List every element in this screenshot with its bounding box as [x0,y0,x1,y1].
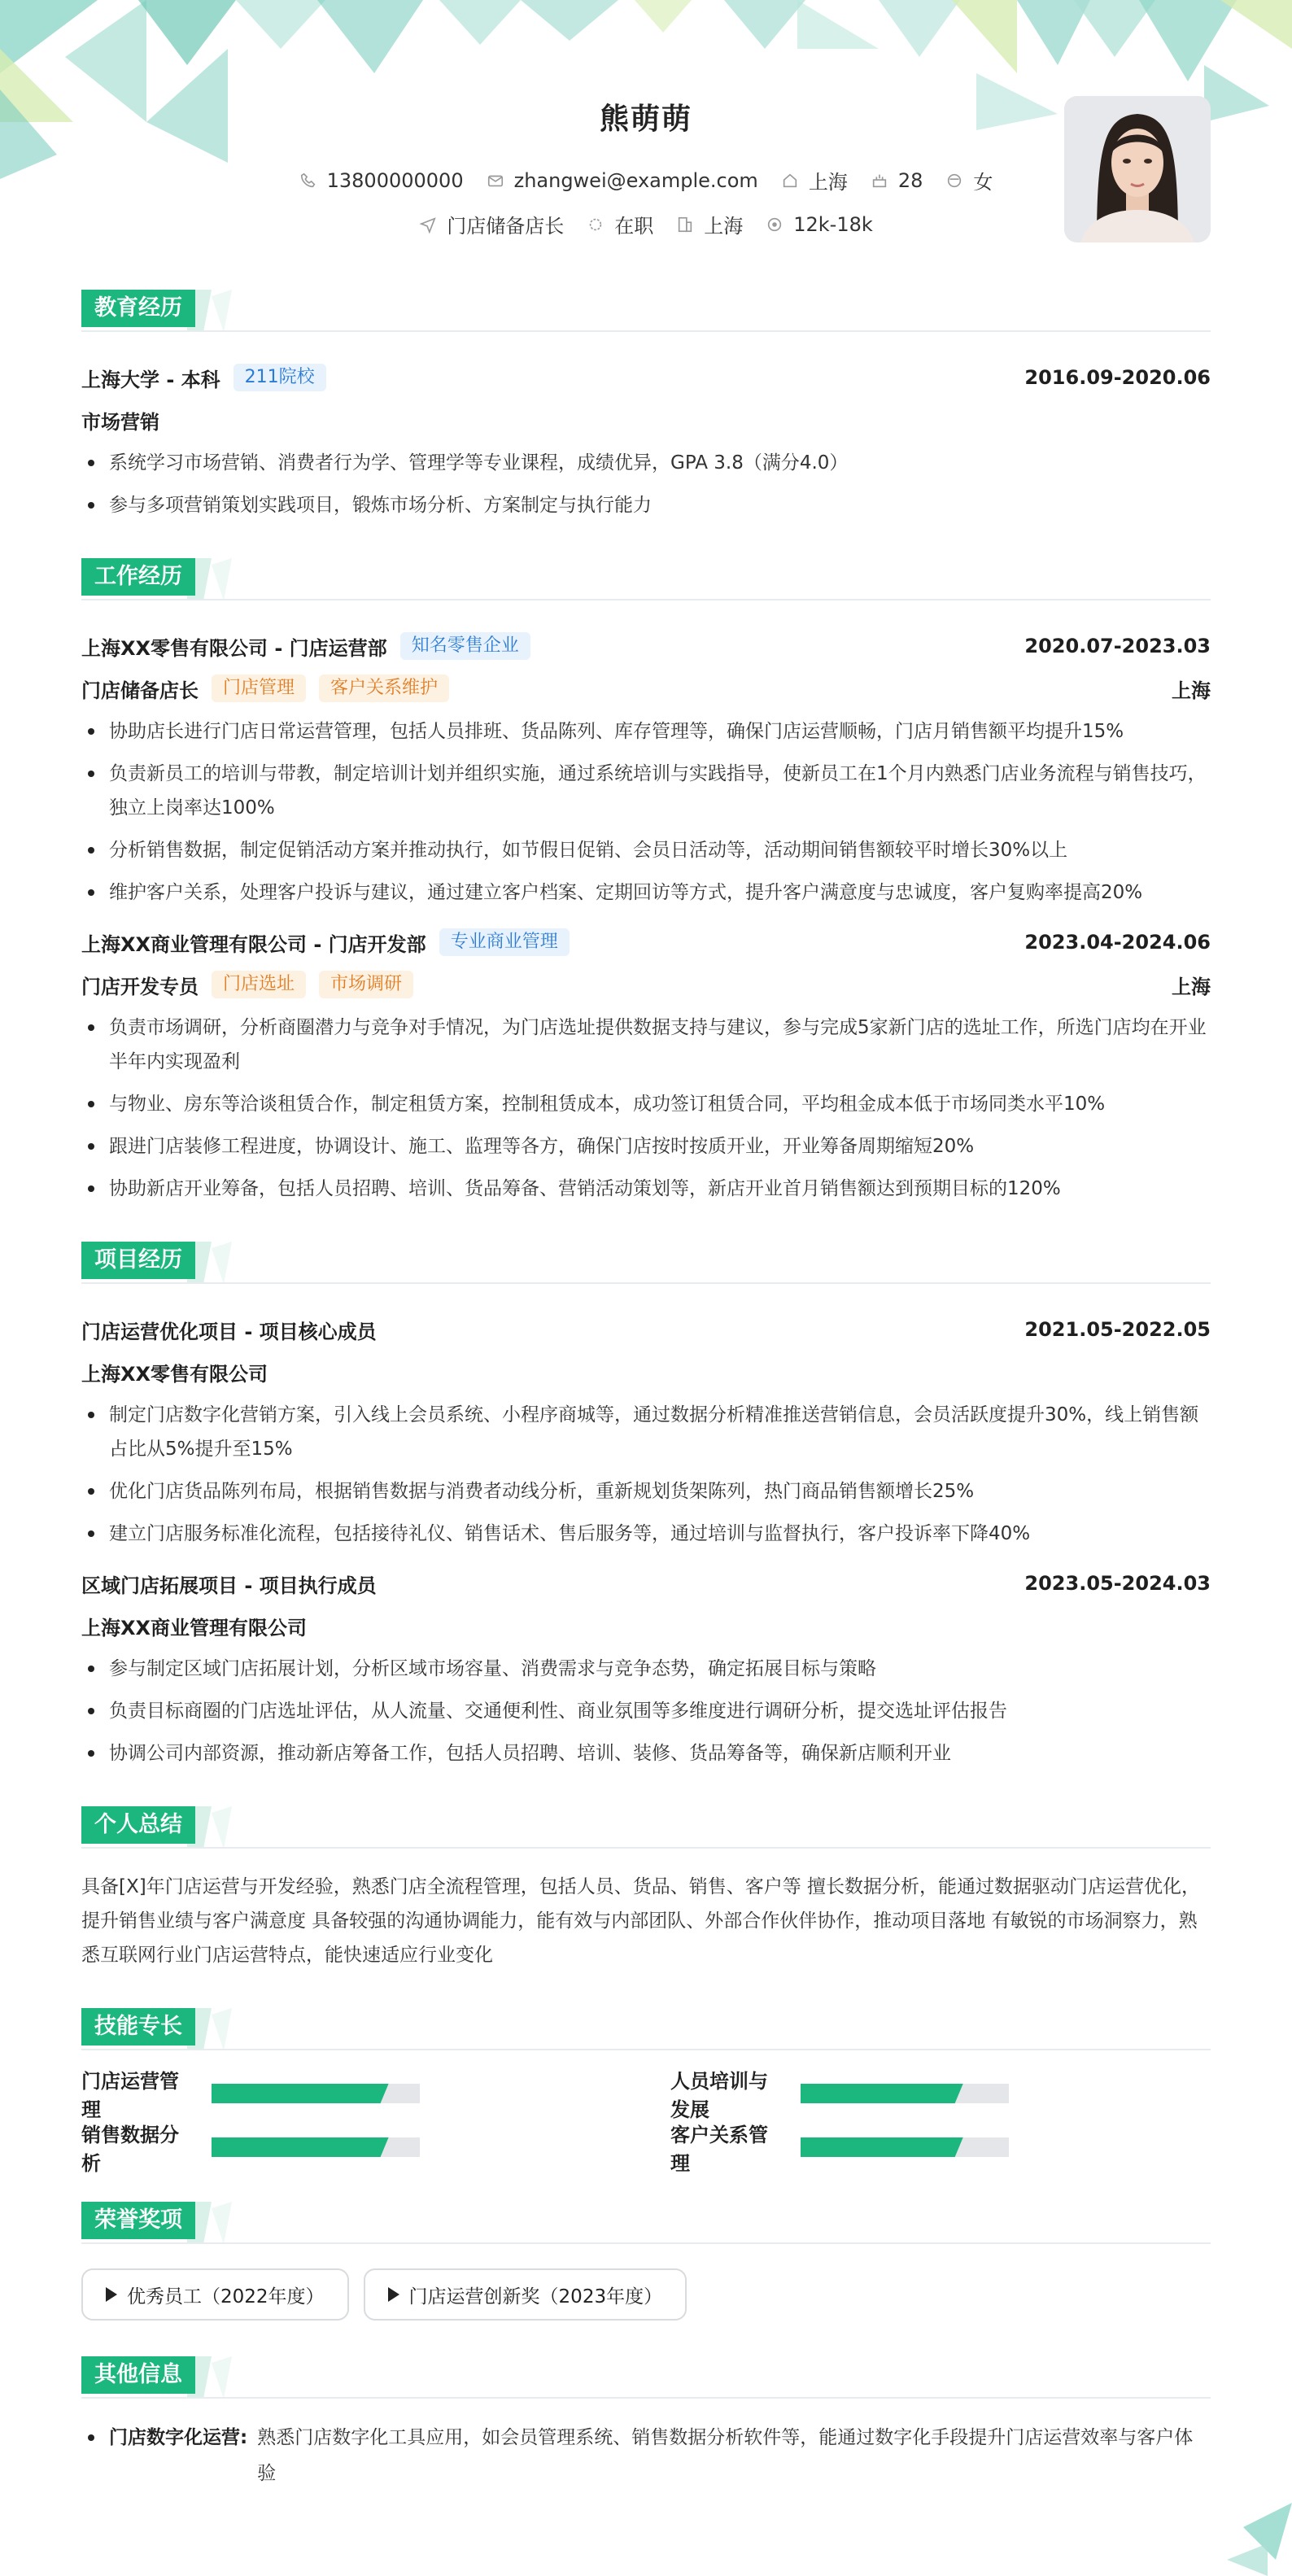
list-item: 负责新员工的培训与带教，制定培训计划并组织实施，通过系统培训与实践指导，使新员工在1个月内熟悉门店业务流程与销售技巧，独立上岗率达100% [81,757,1211,825]
skill-bar-fill [212,2137,389,2157]
skills-header [81,2008,1211,2050]
list-item: 优化门店货品陈列布局，根据销售数据与消费者动线分析，重新规划货架陈列，热门商品销售额增长25% [81,1474,1211,1508]
work-entry [81,625,1211,910]
section-divider [81,2049,1211,2050]
list-item: 跟进门店装修工程进度，协调设计、施工、监理等各方，确保门店按时按质开业，开业筹备周期缩短20% [81,1129,1211,1164]
list-item: 协调公司内部资源，推动新店筹备工作，包括人员招聘、培训、装修、货品筹备等，确保新店顺利开业 [81,1736,1211,1770]
work-section [81,558,1211,1206]
list-item: 与物业、房东等洽谈租赁合作，制定租赁方案，控制租赁成本，成功签订租赁合同，平均租金成本低于市场同类水平10% [81,1087,1211,1121]
section-divider [81,2242,1211,2244]
contact-row [81,166,1211,194]
education-title: 教育经历 [81,290,195,327]
project-name-row [81,1562,1211,1605]
work-date: 2020.07-2023.03 [1024,635,1211,657]
company-tag: 知名零售企业 [400,632,530,660]
skill-item [81,2124,622,2175]
job-intent-row [81,210,1211,238]
age-info [871,169,923,192]
role-tag: 门店管理 [212,675,306,702]
summary-text: 具备[X]年门店运营与开发经验，熟悉门店全流程管理，包括人员、货品、销售、客户等 擅长数据分析，能通过数据驱动门店运营优化，提升销售业绩与客户满意度 具备较强的沟通协调能力，能有效与内部团队、外部合作伙伴协作，推动项目落地 有敏锐的市场洞察力，熟悉互联网行业门店运营特点，能快速适应行业变化 [81,1876,1201,1966]
work-location: 上海 [1172,679,1211,702]
major-name: 市场营销 [81,410,159,434]
skill-bar [801,2084,1009,2103]
mail-icon [487,172,504,190]
gender-text: 女 [973,171,993,194]
award-badge [81,2268,349,2321]
education-bullets [81,446,1211,522]
section-divider [81,2397,1211,2399]
skill-item [81,2070,622,2121]
city-text: 上海 [808,171,848,194]
avatar [1064,96,1211,242]
projects-title: 项目经历 [81,1242,195,1279]
other-item-label: 门店数字化运营: [109,2427,248,2448]
awards-list [81,2268,1211,2321]
list-item: 系统学习市场营销、消费者行为学、管理学等专业课程，成绩优异，GPA 3.8（满分4.0） [81,446,1211,480]
list-item: 制定门店数字化营销方案，引入线上会员系统、小程序商城等，通过数据分析精准推送营销信息，会员活跃度提升30%，线上销售额占比从5%提升至15% [81,1398,1211,1466]
awards-title: 荣誉奖项 [81,2202,195,2239]
award-text: 门店运营创新奖（2023年度） [408,2286,663,2307]
awards-header [81,2202,1211,2244]
section-header-decoration [81,1242,1211,1284]
project-org-row [81,1351,1211,1393]
section-header-decoration [81,558,1211,600]
section-header-decoration [81,2008,1211,2050]
status-text: 在职 [614,215,654,238]
role-tag: 市场调研 [319,971,413,998]
target-job-text: 门店储备店长 [447,215,565,238]
section-divider [81,330,1211,332]
avatar-portrait [1064,96,1211,242]
skill-item [670,2124,1211,2175]
section-divider [81,1282,1211,1284]
section-header-decoration [81,2356,1211,2399]
status-info [587,210,653,238]
section-header-decoration [81,290,1211,332]
project-bullets [81,1398,1211,1551]
other-title: 其他信息 [81,2356,195,2394]
skill-bar-fill [801,2137,963,2157]
skills-grid [81,2070,1211,2175]
list-item: 参与多项营销策划实践项目，锻炼市场分析、方案制定与执行能力 [81,488,1211,522]
awards-section [81,2202,1211,2321]
section-divider [81,1847,1211,1849]
city-info [781,166,848,194]
salary-info [766,213,873,236]
list-item: 参与制定区域门店拓展计划，分析区域市场容量、消费需求与竞争态势，确定拓展目标与策略 [81,1652,1211,1686]
list-item: 协助新店开业筹备，包括人员招聘、培训、货品筹备、营销活动策划等，新店开业首月销售额达到预期目标的120% [81,1172,1211,1206]
other-list [81,2420,1211,2491]
other-header [81,2356,1211,2399]
award-text: 优秀员工（2022年度） [127,2286,325,2307]
project-org: 上海XX零售有限公司 [81,1362,268,1386]
skills-section [81,2008,1211,2175]
work-location: 上海 [1172,975,1211,998]
company-tag: 专业商业管理 [439,928,570,956]
award-badge [364,2268,687,2321]
summary-header [81,1806,1211,1849]
work-header [81,558,1211,600]
building-icon [676,216,694,234]
age-text: 28 [897,168,923,192]
role-name: 门店开发专员 [81,975,199,998]
other-item-text: 熟悉门店数字化工具应用，如会员管理系统、销售数据分析软件等，能通过数字化手段提升门店运营效率与客户体验 [257,2427,1194,2484]
corner-decoration [1219,2503,1292,2576]
summary-title: 个人总结 [81,1806,195,1844]
email-text: zhangwei@example.com [513,168,758,192]
skill-name: 门店运营管理 [81,2070,179,2121]
projects-header [81,1242,1211,1284]
project-entry [81,1308,1211,1551]
work-bullets [81,714,1211,910]
list-item: 建立门店服务标准化流程，包括接待礼仪、销售话术、售后服务等，通过培训与监督执行，客户投诉率下降40% [81,1517,1211,1551]
work-title: 工作经历 [81,558,195,596]
resume-header [81,0,1211,244]
work-company-row [81,625,1211,667]
list-item: 协助店长进行门店日常运营管理，包括人员排班、货品陈列、库存管理等，确保门店运营顺畅，门店月销售额平均提升15% [81,714,1211,749]
list-item: 分析销售数据，制定促销活动方案并推动执行，如节假日促销、会员日活动等，活动期间销售额较平时增长30%以上 [81,833,1211,867]
section-divider [81,599,1211,600]
work-role-row [81,667,1211,709]
target-city-info [676,210,743,238]
skill-item [670,2070,1211,2121]
skills-title: 技能专长 [81,2008,195,2046]
gender-icon [945,172,963,190]
summary-section [81,1806,1211,1972]
skill-bar [212,2137,420,2157]
skill-name: 客户关系管理 [670,2124,768,2175]
work-date: 2023.04-2024.06 [1024,931,1211,954]
project-org: 上海XX商业管理有限公司 [81,1616,308,1639]
send-icon [419,216,437,234]
work-entry [81,921,1211,1206]
work-role-row [81,963,1211,1006]
company-name: 上海XX商业管理有限公司 - 门店开发部 [81,932,426,956]
salary-text: 12k-18k [793,212,873,236]
section-header-decoration [81,1806,1211,1849]
list-item: 负责市场调研，分析商圈潜力与竞争对手情况，为门店选址提供数据支持与建议，参与完成5家新门店的选址工作，所选门店均在开业半年内实现盈利 [81,1011,1211,1079]
education-section [81,290,1211,522]
project-name: 门店运营优化项目 - 项目核心成员 [81,1320,377,1343]
gender-info [945,166,993,194]
skill-bar [212,2084,420,2103]
play-icon [106,2287,117,2302]
list-item: 维护客户关系，处理客户投诉与建议，通过建立客户档案、定期回访等方式，提升客户满意度与忠诚度，客户复购率提高20% [81,875,1211,910]
phone-info [299,169,464,192]
education-date: 2016.09-2020.06 [1024,366,1211,389]
project-date: 2023.05-2024.03 [1024,1572,1211,1595]
section-header-decoration [81,2202,1211,2244]
project-name-row [81,1308,1211,1351]
role-tag: 客户关系维护 [319,675,449,702]
other-section [81,2356,1211,2491]
home-icon [781,172,799,190]
project-name: 区域门店拓展项目 - 项目执行成员 [81,1574,377,1597]
school-name: 上海大学 - 本科 [81,368,220,391]
play-icon [388,2287,399,2302]
education-major-row [81,399,1211,441]
school-tag: 211院校 [234,364,326,391]
email-info [487,169,758,192]
education-school-row [81,356,1211,399]
project-org-row [81,1605,1211,1647]
skill-name: 销售数据分析 [81,2124,179,2175]
project-entry [81,1562,1211,1770]
role-tag: 门店选址 [212,971,306,998]
target-job-info [419,210,564,238]
work-bullets [81,1011,1211,1206]
candidate-name: 熊萌萌 [599,103,692,136]
target-city-text: 上海 [704,215,744,238]
project-bullets [81,1652,1211,1770]
coin-icon [766,216,783,234]
skill-bar [801,2137,1009,2157]
skill-bar-fill [212,2084,389,2103]
skill-bar-fill [801,2084,963,2103]
work-company-row [81,921,1211,963]
education-header [81,290,1211,332]
company-name: 上海XX零售有限公司 - 门店运营部 [81,636,387,660]
project-date: 2021.05-2022.05 [1024,1318,1211,1341]
phone-text: 13800000000 [326,168,464,192]
phone-icon [299,172,317,190]
status-icon [587,216,605,234]
role-name: 门店储备店长 [81,679,199,702]
education-entry [81,356,1211,522]
skill-name: 人员培训与发展 [670,2070,768,2121]
list-item: 负责目标商圈的门店选址评估，从人流量、交通便利性、商业氛围等多维度进行调研分析，提交选址评估报告 [81,1694,1211,1728]
other-item [81,2420,1211,2491]
projects-section [81,1242,1211,1770]
cake-icon [871,172,888,190]
